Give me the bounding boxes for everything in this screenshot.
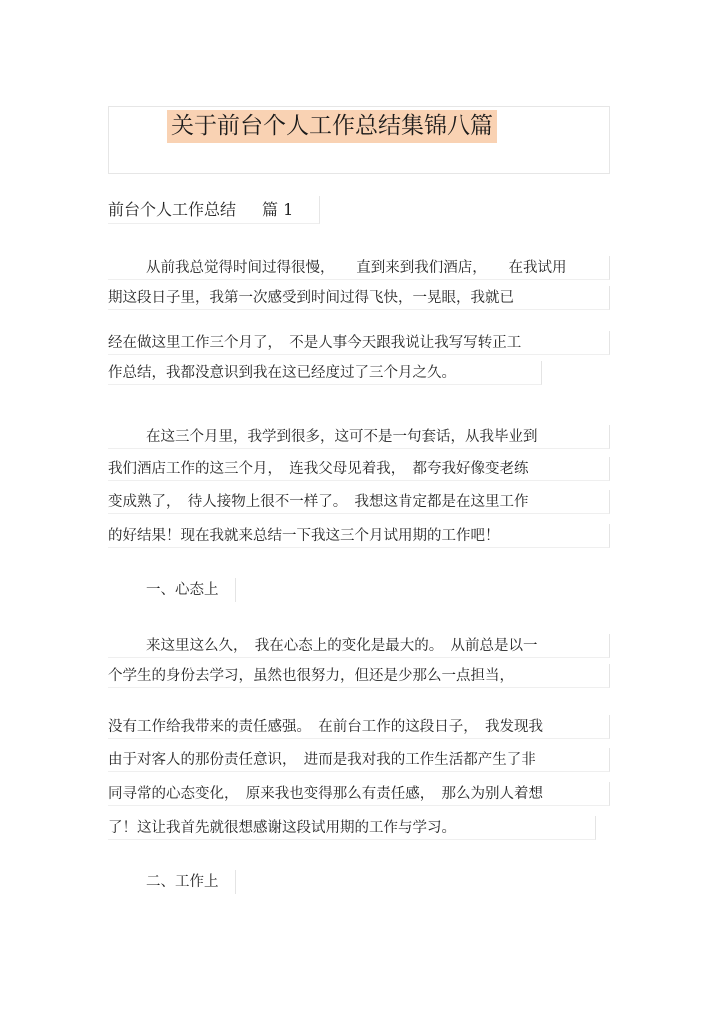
paragraph-2-line-4: 的好结果！现在我就来总结一下我这三个月试用期的工作吧！ xyxy=(108,524,610,548)
heading-work: 二、工作上 xyxy=(108,870,236,894)
paragraph-3-line-2: 个学生的身份去学习，虽然也很努力，但还是少那么一点担当， xyxy=(108,664,610,688)
paragraph-2-line-3: 变成熟了， 待人接物上很不一样了。 我想这肯定都是在这里工作 xyxy=(108,490,610,514)
paragraph-3-line-3: 没有工作给我带来的责任感强。 在前台工作的这段日子， 我发现我 xyxy=(108,715,610,739)
paragraph-3-line-4: 由于对客人的那份责任意识， 进而是我对我的工作生活都产生了非 xyxy=(108,748,610,772)
subtitle-text: 前台个人工作总结 xyxy=(108,200,237,219)
heading-mindset: 一、心态上 xyxy=(108,578,236,602)
paragraph-1-line-3: 经在做这里工作三个月了， 不是人事今天跟我说让我写写转正工 xyxy=(108,331,610,355)
paragraph-3-line-1: 来这里这么久， 我在心态上的变化是最大的。 从前总是以一 xyxy=(108,634,610,658)
paragraph-1-line-4: 作总结，我都没意识到我在这已经度过了三个月之久。 xyxy=(108,361,542,385)
section-subtitle xyxy=(108,196,320,224)
paragraph-2-line-2: 我们酒店工作的这三个月， 连我父母见着我， 都夸我好像变老练 xyxy=(108,457,610,481)
paragraph-2-line-1: 在这三个月里，我学到很多，这可不是一句套话，从我毕业到 xyxy=(108,425,610,449)
paragraph-3-line-6: 了！这让我首先就很想感谢这段试用期的工作与学习。 xyxy=(108,816,596,840)
paragraph-1-line-1: 从前我总觉得时间过得很慢， 直到来到我们酒店， 在我试用 xyxy=(108,256,610,280)
paragraph-1-line-2: 期这段日子里，我第一次感受到时间过得飞快，一晃眼，我就已 xyxy=(108,286,610,310)
subtitle-number: 篇 1 xyxy=(262,200,294,219)
document-title: 关于前台个人工作总结集锦八篇 xyxy=(167,110,497,143)
paragraph-3-line-5: 同寻常的心态变化， 原来我也变得那么有责任感， 那么为别人着想 xyxy=(108,782,610,806)
